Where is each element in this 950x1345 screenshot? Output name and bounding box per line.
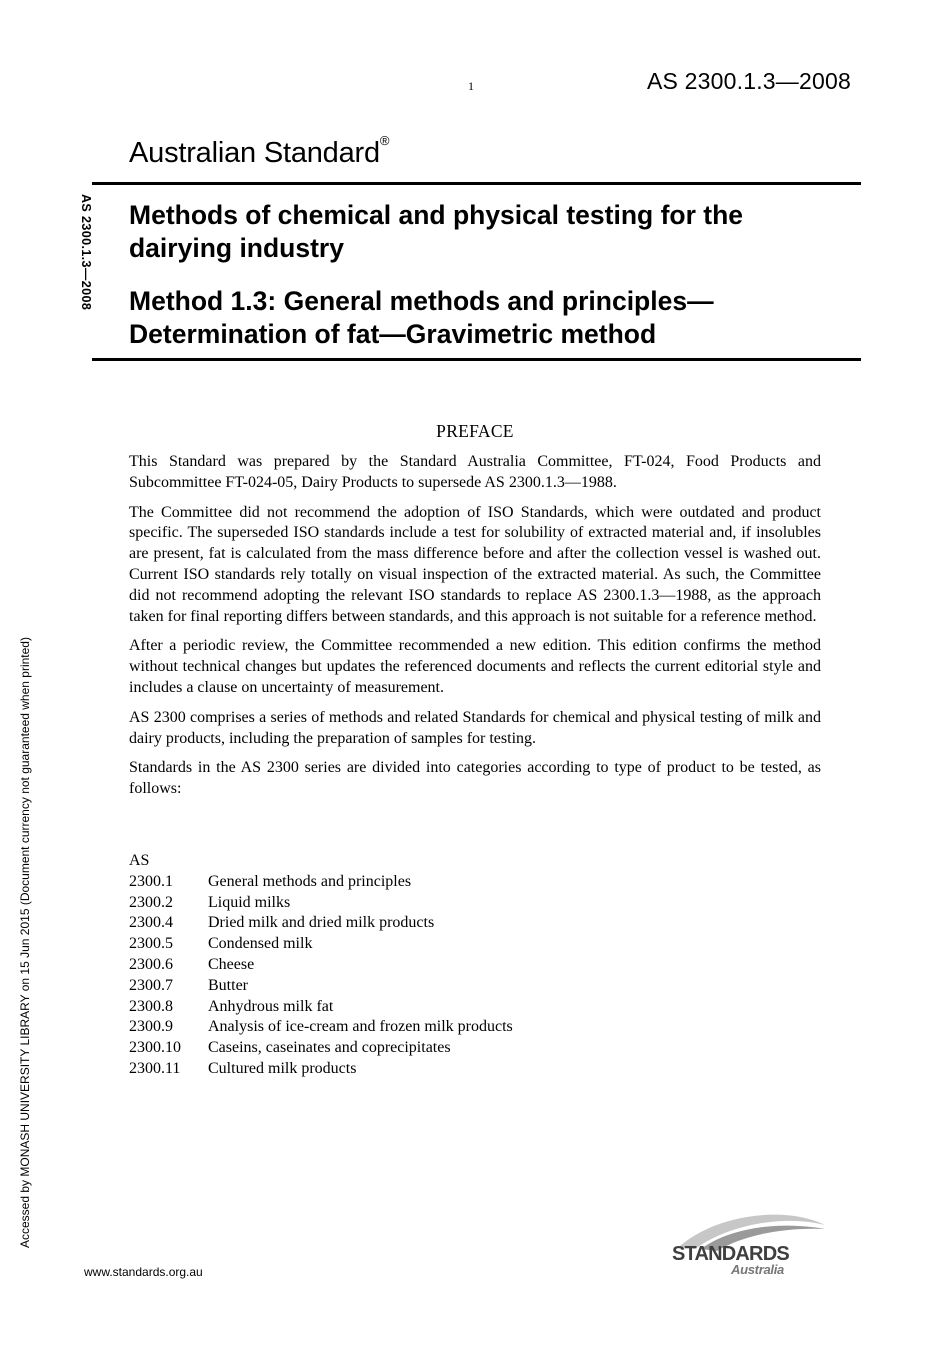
series-item: [129, 1017, 821, 1038]
standards-australia-logo: [669, 1207, 829, 1279]
series-item: [129, 893, 821, 914]
series-item-title: Condensed milk: [208, 935, 313, 953]
series-item-title: Liquid milks: [208, 893, 291, 911]
registered-mark: ®: [379, 133, 390, 149]
series-item: [129, 872, 821, 893]
access-note: Accessed by MONASH UNIVERSITY LIBRARY on 15 Jun 2015 (Document currency not guaranteed when printed): [18, 637, 32, 1248]
series-item-number: 2300.11: [129, 1059, 181, 1077]
series-item: [129, 976, 821, 997]
series-item-title: Dried milk and dried milk products: [208, 914, 435, 932]
series-list-label: AS: [129, 852, 150, 869]
series-item-number: 2300.7: [129, 976, 173, 994]
series-item-number: 2300.1: [129, 872, 173, 890]
series-item-number: 2300.2: [129, 893, 173, 911]
series-item: [129, 1038, 821, 1059]
series-item-title: Butter: [208, 976, 248, 994]
preface-paragraph: This Standard was prepared by the Standard Australia Committee, FT-024, Food Products and Subcommittee FT-024-05, Dairy Products to supersede AS 2300.1.3—1988.: [129, 453, 821, 491]
series-item: [129, 1059, 821, 1080]
series-item-title: Cultured milk products: [208, 1059, 357, 1077]
preface-paragraph: Standards in the AS 2300 series are divided into categories according to type of product to be tested, as follows:: [129, 759, 821, 798]
series-item: [129, 997, 821, 1018]
method-title: Method 1.3: General methods and principles—Determination of fat—Gravimetric method: [129, 286, 714, 349]
series-item-number: 2300.9: [129, 1018, 173, 1036]
bottom-rule: [92, 358, 861, 361]
preface-paragraph: AS 2300 comprises a series of methods and related Standards for chemical and physical testing of milk and dairy products, including the preparation of samples for testing.: [129, 708, 821, 747]
series-item-number: 2300.6: [129, 955, 173, 973]
series-item: [129, 955, 821, 976]
series-item: [129, 934, 821, 955]
website-link[interactable]: www.standards.org.au: [84, 1265, 203, 1279]
standard-type: [129, 133, 390, 170]
series-item-title: Analysis of ice-cream and frozen milk products: [208, 1018, 513, 1036]
series-item-number: 2300.10: [129, 1039, 181, 1057]
series-list: [129, 851, 821, 1080]
main-title: Methods of chemical and physical testing for the dairying industry: [129, 200, 744, 263]
preface-body: [129, 452, 821, 809]
series-item-title: Caseins, caseinates and coprecipitates: [208, 1039, 451, 1057]
side-document-id: AS 2300.1.3—2008: [79, 194, 93, 311]
logo-subtitle: Australia: [731, 1262, 784, 1277]
page-number: 1: [468, 79, 474, 93]
document-id: AS 2300.1.3—2008: [647, 68, 851, 94]
logo-wordmark: STANDARDS: [672, 1243, 789, 1265]
series-item-title: Anhydrous milk fat: [208, 997, 334, 1015]
preface-paragraph: The Committee did not recommend the adoption of ISO Standards, which were outdated and product specific. The superseded ISO standards include a test for solubility of extracted material and, if insolubles are present, fat is calculated from the mass difference before and after the collection vessel is washed out. Current ISO standards rely totally on visual inspection of the extracted material. As such, the Committee did not recommend adopting the relevant ISO standards to replace AS 2300.1.3—1988, as the approach taken for final reporting differs between standards, and this approach is not suitable for a reference method.: [129, 503, 821, 625]
top-rule: [92, 182, 861, 185]
standard-type-label: Australian Standard: [129, 137, 380, 169]
preface-paragraph: After a periodic review, the Committee recommended a new edition. This edition confirms the method without technical changes but updates the referenced documents and reflects the current editorial style and includes a clause on uncertainty of measurement.: [129, 637, 821, 696]
series-item-number: 2300.8: [129, 997, 173, 1015]
series-item-title: General methods and principles: [208, 872, 412, 890]
series-item-number: 2300.4: [129, 914, 173, 932]
series-item-number: 2300.5: [129, 935, 173, 953]
preface-heading: PREFACE: [436, 421, 514, 441]
series-item-title: Cheese: [208, 955, 255, 973]
series-item: [129, 913, 821, 934]
